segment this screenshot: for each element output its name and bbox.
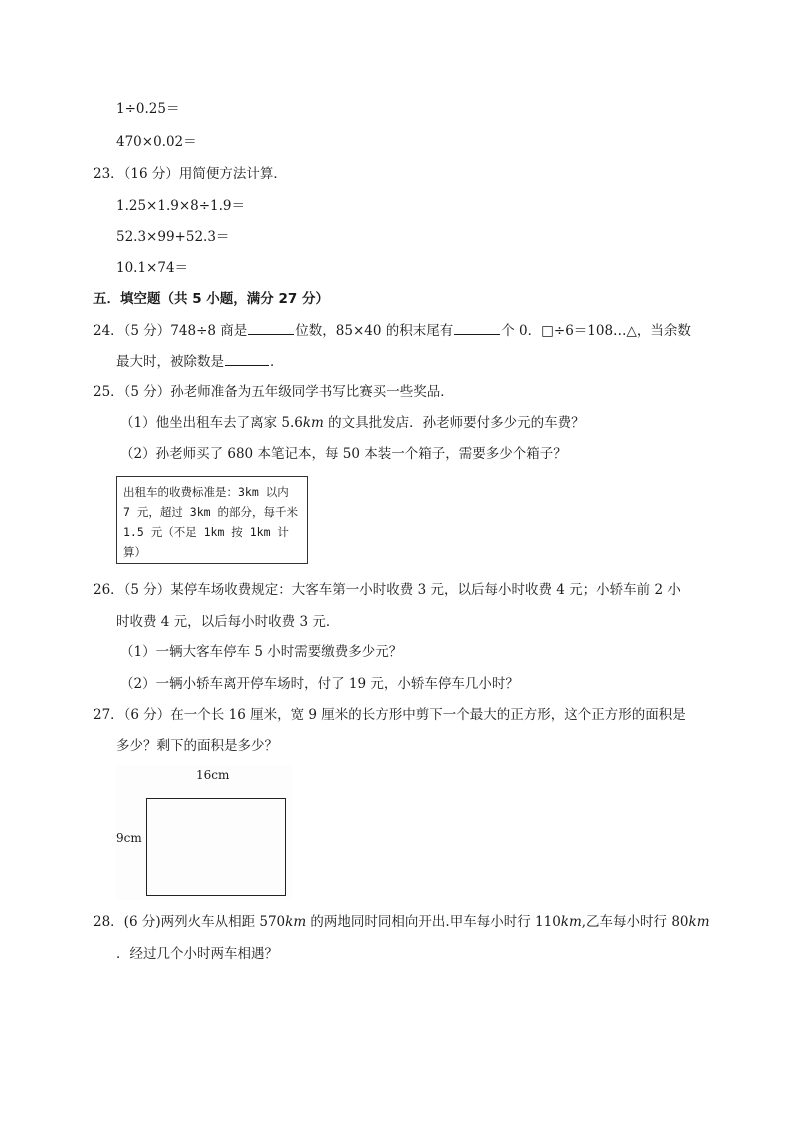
rectangle-shape [146,798,286,896]
sub-question: （2）一辆小轿车离开停车场时，付了 19 元，小轿车停车几小时？ [120,676,519,692]
expression: 1÷0.25＝ [116,101,180,117]
question-26-cont: 时收费 4 元，以后每小时收费 3 元． [116,614,340,630]
answer-blank [248,322,294,335]
question-25: 25．（5 分）孙老师准备为五年级同学书写比赛买一些奖品． [93,384,454,400]
sub-question: （1）他坐出租车去了离家 5.6km 的文具批发店．孙老师要付多少元的车费？ [120,415,585,431]
question-24: 24．（5 分）748÷8 商是 位数，85×40 的积末尾有 个 0．□÷6＝108…△，当余数 [93,323,691,339]
problem-line: 1.25×1.9×8÷1.9＝ [116,198,246,214]
expression: 470×0.02＝ [116,134,197,150]
problem-line [116,133,197,151]
taxi-fare-note: 出租车的收费标准是：3km 以内 7 元，超过 3km 的部分，每千米 1.5 元（不足 1km 按 1km 计算） [116,476,308,564]
question-28: 28．(6 分)两列火车从相距 570km 的两地同时同相向开出.甲车每小时行 110km,乙车每小时行 80km [93,914,710,930]
question-24-cont: 最大时，被除数是 ． [116,354,284,370]
sub-question: （2）孙老师买了 680 本笔记本，每 50 本装一个箱子，需要多少个箱子？ [120,446,567,462]
height-label: 9cm [116,831,142,845]
problem-line [116,100,179,118]
section-heading: 五．填空题（共 5 小题，满分 27 分） [93,291,329,307]
question-26: 26．（5 分）某停车场收费规定：大客车第一小时收费 3 元，以后每小时收费 4 元；小轿车前 2 小 [93,582,681,598]
question-23: 23．（16 分）用简便方法计算． [93,166,287,182]
sub-question: （1）一辆大客车停车 5 小时需要缴费多少元？ [120,644,403,660]
question-27-cont: 多少？剩下的面积是多少？ [116,738,278,754]
question-28-cont: ．经过几个小时两车相遇？ [116,946,278,962]
problem-line: 10.1×74＝ [116,260,189,276]
width-label: 16cm [196,768,230,782]
answer-blank [225,353,269,366]
problem-line: 52.3×99+52.3＝ [116,229,230,245]
question-27: 27．（6 分）在一个长 16 厘米，宽 9 厘米的长方形中剪下一个最大的正方形，这个正方形的面积是 [93,707,686,723]
answer-blank [454,322,500,335]
